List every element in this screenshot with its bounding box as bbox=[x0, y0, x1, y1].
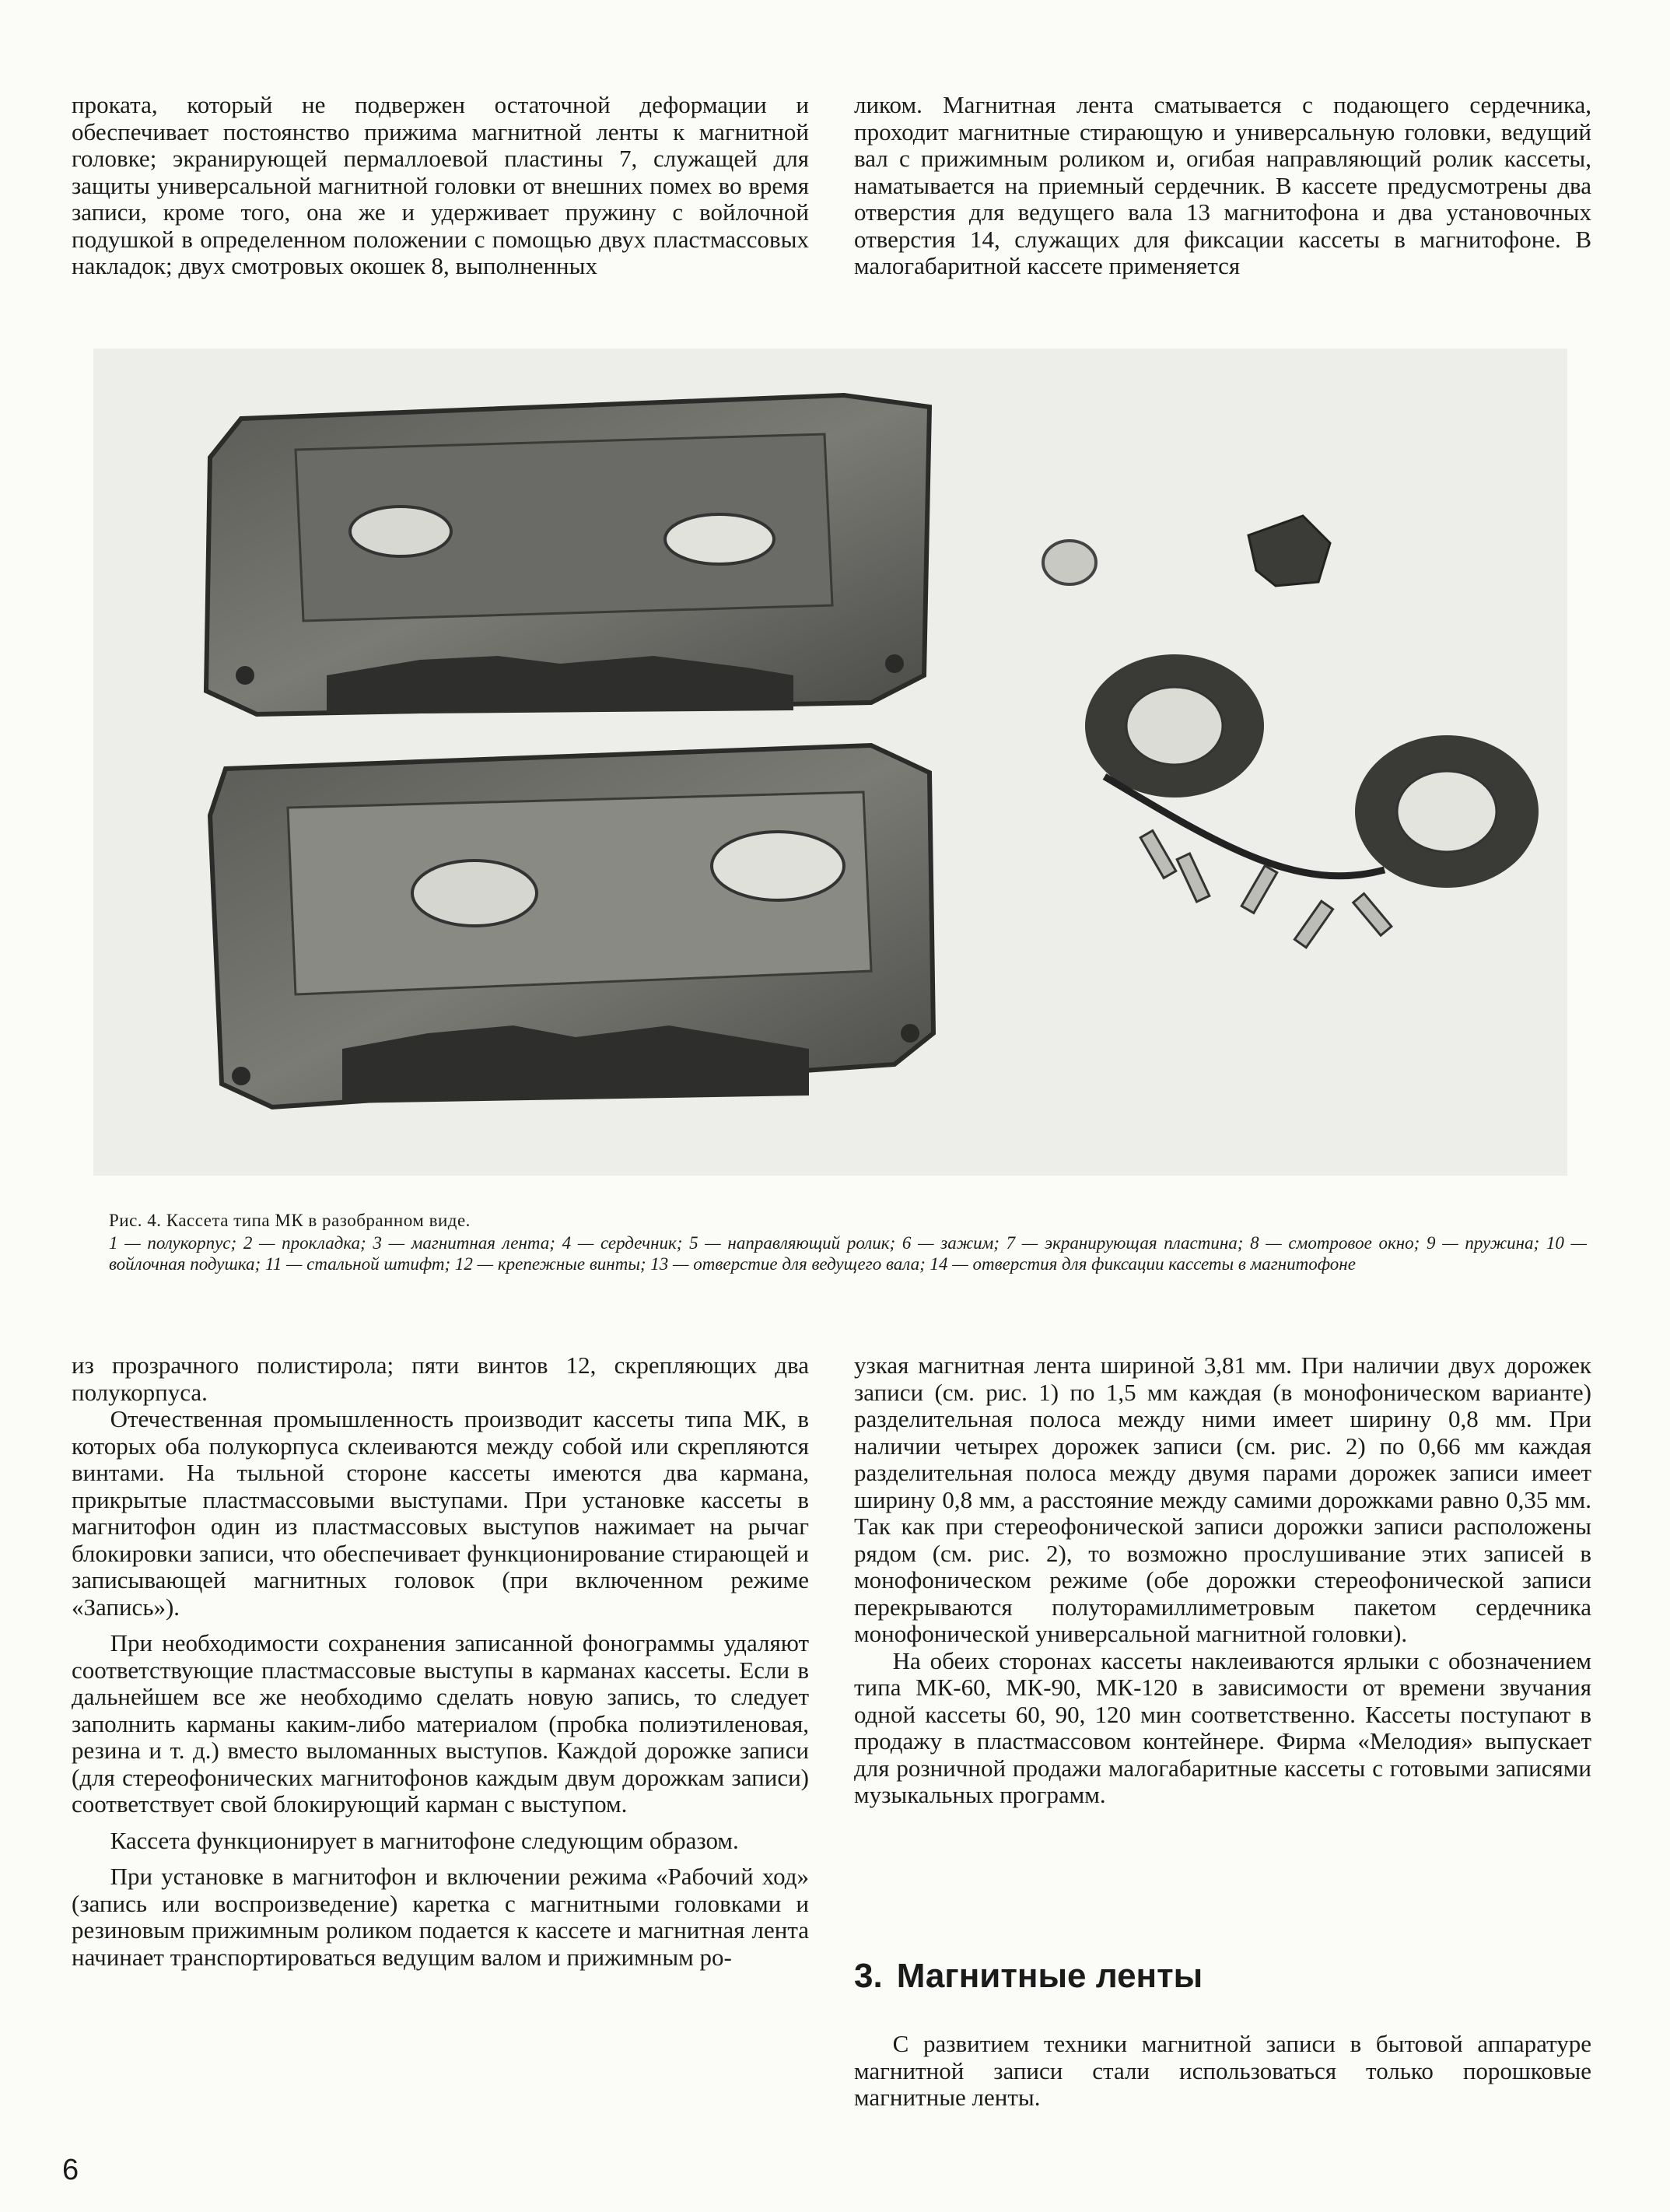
bottom-left-column bbox=[72, 1352, 809, 1971]
figure-legend: 1 — полукорпус; 2 — прокладка; 3 — магнитная лента; 4 — сердечник; 5 — направляющий ролик; 6 — зажим; 7 — экранирующая пластина; 8 — смотровое окно; 9 — пружина; 10 — войлочная подушка; 11 — стальной штифт; 12 — крепежные винты; 13 — отверстие для ведущего вала; 14 — отверстия для фиксации кассеты в магнитофоне bbox=[109, 1233, 1587, 1274]
cassette-half-bottom bbox=[210, 745, 933, 1107]
paragraph: ликом. Магнитная лента сматывается с подающего сердечника, проходит магнитные стирающую и универсальную головки, ведущий вал с прижимным роликом и, огибая направляющий ролик кассеты, наматывается на приемный сердечник. В кассете предусмотрены два отверстия для ведущего вала 13 магнитофона и два установочных отверстия 14, служащих для фиксации кассеты в магнитофоне. В малогабаритной кассете применяется bbox=[854, 91, 1591, 279]
figure-caption bbox=[109, 1210, 1587, 1274]
paragraph: При установке в магнитофон и включении режима «Рабочий ход» (запись или воспроизведение) каретка с магнитными головками и резиновым прижимным роликом подается к кассете и магнитная лента начинает транспортироваться ведущим валом и прижимным ро- bbox=[72, 1863, 809, 1971]
paragraph: На обеих сторонах кассеты наклеиваются ярлыки с обозначением типа МК-60, МК-90, МК-120 в зависимости от времени звучания одной кассеты 60, 90, 120 мин соответственно. Кассеты поступают в продажу в пластмассовом контейнере. Фирма «Мелодия» выпускает для розничной продажи малогабаритные кассеты с готовыми записями музыкальных программ. bbox=[854, 1646, 1591, 1808]
cassette-exploded-view-illustration bbox=[93, 349, 1567, 1176]
bottom-right-column bbox=[854, 1352, 1591, 1809]
paragraph: Кассета функционирует в магнитофоне следующим образом. bbox=[110, 1826, 739, 1854]
section-heading bbox=[854, 1957, 1203, 1996]
paragraph: узкая магнитная лента шириной 3,81 мм. При наличии двух дорожек записи (см. рис. 1) по 1,5 мм каждая (в монофоническом варианте) разделительная полоса между ними имеет ширину 0,8 мм. При наличии четырех дорожек записи (см. рис. 2) по 0,66 мм каждая разделительная полоса между двумя парами дорожек записи имеет ширину 0,8 мм, а расстояние между самими дорожками равно 0,35 мм. Так как при стереофонической записи дорожки записи расположены рядом (см. рис. 2), то возможно прослушивание этих записей в монофоническом режиме (обе дорожки стереофонической записи перекрываются полутoрамиллиметровым пакетом сердечника монофонической универсальной магнитной головки). bbox=[854, 1351, 1591, 1647]
page-number: 6 bbox=[62, 2154, 79, 2186]
section-body bbox=[854, 2031, 1591, 2112]
screws bbox=[1140, 831, 1392, 948]
cassette-half-top bbox=[206, 395, 930, 714]
paragraph: из прозрачного полистирола; пяти винтов 12, скрепляющих два полукорпуса. bbox=[72, 1351, 809, 1406]
figure-title: Рис. 4. Кассета типа МК в разобранном виде. bbox=[109, 1211, 471, 1230]
tape-reel-right bbox=[1355, 735, 1539, 888]
paragraph: При необходимости сохранения записанной фонограммы удаляют соответствующие пластмассовые выступы в карманах кассеты. Если в дальнейшем все же необходимо сделать новую запись, то следует заполнить карманы каким-либо материалом (пробка полиэтиленовая, резина и т. д.) вместо выломанных выступов. Каждой дорожке записи (для стереофонических магнитофонов каждым двум дорожкам записи) соответствует свой блокирующий карман с выступом. bbox=[72, 1629, 809, 1818]
top-left-column bbox=[72, 92, 809, 280]
section-number: 3. bbox=[854, 1957, 883, 1995]
paragraph: проката, который не подвержен остаточной деформации и обеспечивает постоянство прижима магнитной ленты к магнитной головке; экранирующей пермаллоевой пластины 7, служащей для защиты универсальной магнитной головки от внешних помех во время записи, кроме того, она же и удерживает пружину с войлочной подушкой в определенном положении с помощью двух пластмассовых накладок; двух смотровых окошек 8, выполненных bbox=[72, 91, 809, 279]
pressure-pad-spring bbox=[1248, 516, 1330, 586]
paragraph: С развитием техники магнитной записи в бытовой аппаратуре магнитной записи стали использоваться только порошковые магнитные ленты. bbox=[854, 2030, 1591, 2111]
paragraph: Отечественная промышленность производит кассеты типа МК, в которых оба полукорпуса склеиваются между собой или скрепляются винтами. На тыльной стороне кассеты имеются два кармана, прикрытые пластмассовыми выступами. При установке кассеты в магнитофон один из пластмассовых выступов нажимает на рычаг блокировки записи, что обеспечивает функционирование стирающей и записывающей магнитных головок (при включенном режиме «Запись»). bbox=[72, 1405, 809, 1621]
tape-reel-left bbox=[1085, 654, 1264, 798]
guide-roller bbox=[1043, 541, 1096, 584]
section-title: Магнитные ленты bbox=[896, 1957, 1203, 1995]
top-right-column bbox=[854, 92, 1591, 280]
cassette-photo bbox=[93, 349, 1567, 1176]
